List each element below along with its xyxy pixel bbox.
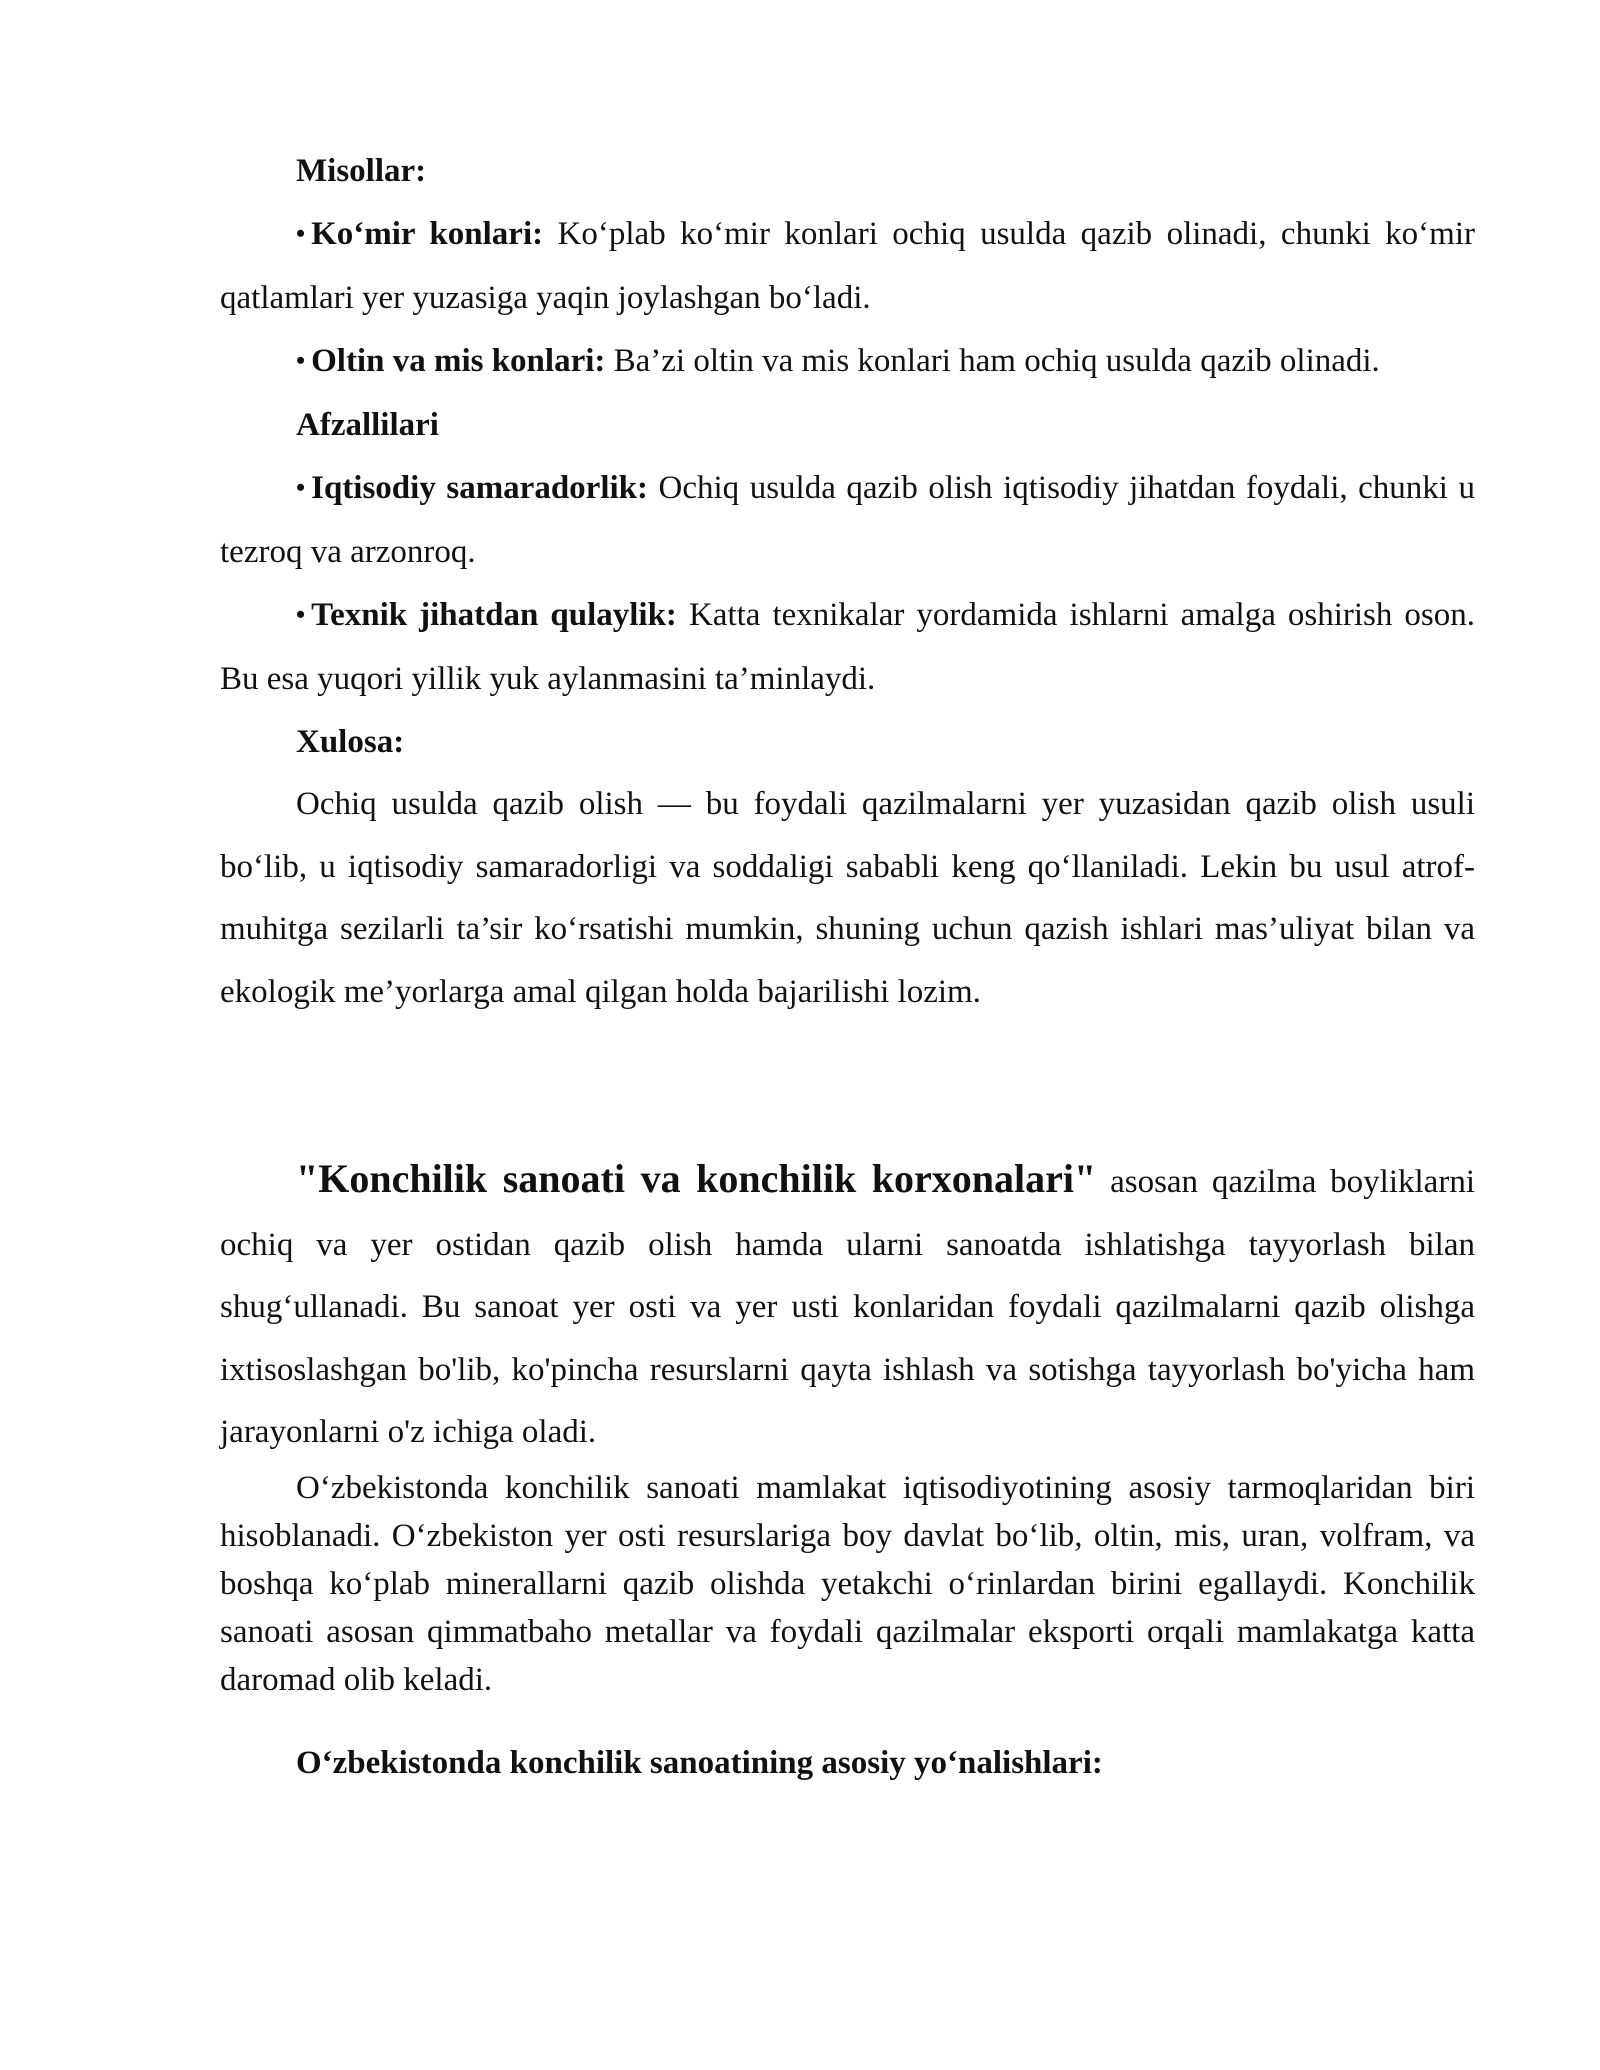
bullet-oltin-mis-konlari: [220, 330, 1475, 395]
bullet-icon: •: [296, 599, 306, 629]
afzalliklari-heading: Afzallilari: [296, 407, 439, 443]
bullet-icon: •: [296, 472, 306, 502]
uzbekiston-paragraph: O‘zbekistonda konchilik sanoati mamlakat iqtisodiyotining asosiy tarmoqlaridan biri hisoblanadi. O‘zbekiston yer osti resurslariga boy davlat bo‘lib, oltin, mis, uran, volfram, va boshqa ko‘plab minerallarni qazib olishda yetakchi o‘rinlardan birini egallaydi. Konchilik sanoati asosan qimmatbaho metallar va foydali qazilmalar eksporti orqali mamlakatga katta daromad olib keladi.: [220, 1469, 1475, 1698]
xulosa-heading: Xulosa:: [296, 723, 405, 760]
bullet-label: Oltin va mis konlari:: [311, 342, 606, 379]
bullet-komir-konlari: [220, 203, 1475, 330]
bullet-icon: •: [296, 345, 306, 375]
section-title: "Konchilik sanoati va konchilik korxonalari": [296, 1156, 1097, 1201]
bullet-text: Ba’zi oltin va mis konlari ham ochiq usulda qazib olinadi.: [605, 342, 1380, 379]
intro-text: asosan qazilma boyliklarni ochiq va yer ostidan qazib olish hamda ularni sanoatda ishlatishga tayyorlash bilan shug‘ullanadi. Bu sanoat yer osti va yer usti konlaridan foydali qazilmalarni qazib olishga ixtisoslashgan bo'lib, ko'pincha resurslarni qayta ishlash va sotishga tayyorlash bo'yicha ham jarayonlarni o'z ichiga oladi.: [220, 1164, 1475, 1450]
section-gap: [220, 1023, 1475, 1148]
bullet-text: Katta texnikalar yordamida ishlarni amalga oshirish oson. Bu esa yuqori yillik yuk aylanmasini ta’minlaydi.: [220, 596, 1476, 697]
xulosa-paragraph: Ochiq usulda qazib olish — bu foydali qazilmalarni yer yuzasidan qazib olish usuli bo‘lib, u iqtisodiy samaradorligi va soddaligi sababli keng qo‘llaniladi. Lekin bu usul atrof-muhitga sezilarli ta’sir ko‘rsatishi mumkin, shuning uchun qazish ishlari mas’uliyat bilan va ekologik me’yorlarga amal qilgan holda bajarilishi lozim.: [220, 786, 1475, 1010]
bullet-texnik-qulaylik: [220, 584, 1475, 711]
yonalishlar-heading: O‘zbekistonda konchilik sanoatining asosiy yo‘nalishlari:: [296, 1744, 1103, 1781]
bullet-iqtisodiy-samaradorlik: [220, 457, 1475, 584]
bullet-label: Texnik jihatdan qulaylik:: [311, 596, 677, 633]
bullet-icon: •: [296, 218, 306, 248]
bullet-label: Iqtisodiy samaradorlik:: [311, 469, 649, 506]
bullet-label: Ko‘mir konlari:: [311, 215, 544, 252]
misollar-heading: Misollar:: [296, 153, 427, 189]
bullet-text: Ochiq usulda qazib olish iqtisodiy jihatdan foydali, chunki u tezroq va arzonroq.: [220, 469, 1475, 570]
konchilik-intro-paragraph: [220, 1148, 1475, 1464]
bullet-text: Ko‘plab ko‘mir konlari ochiq usulda qazib olinadi, chunki ko‘mir qatlamlari yer yuzasiga yaqin joylashgan bo‘ladi.: [220, 215, 1475, 316]
document-page: [220, 140, 1475, 1794]
